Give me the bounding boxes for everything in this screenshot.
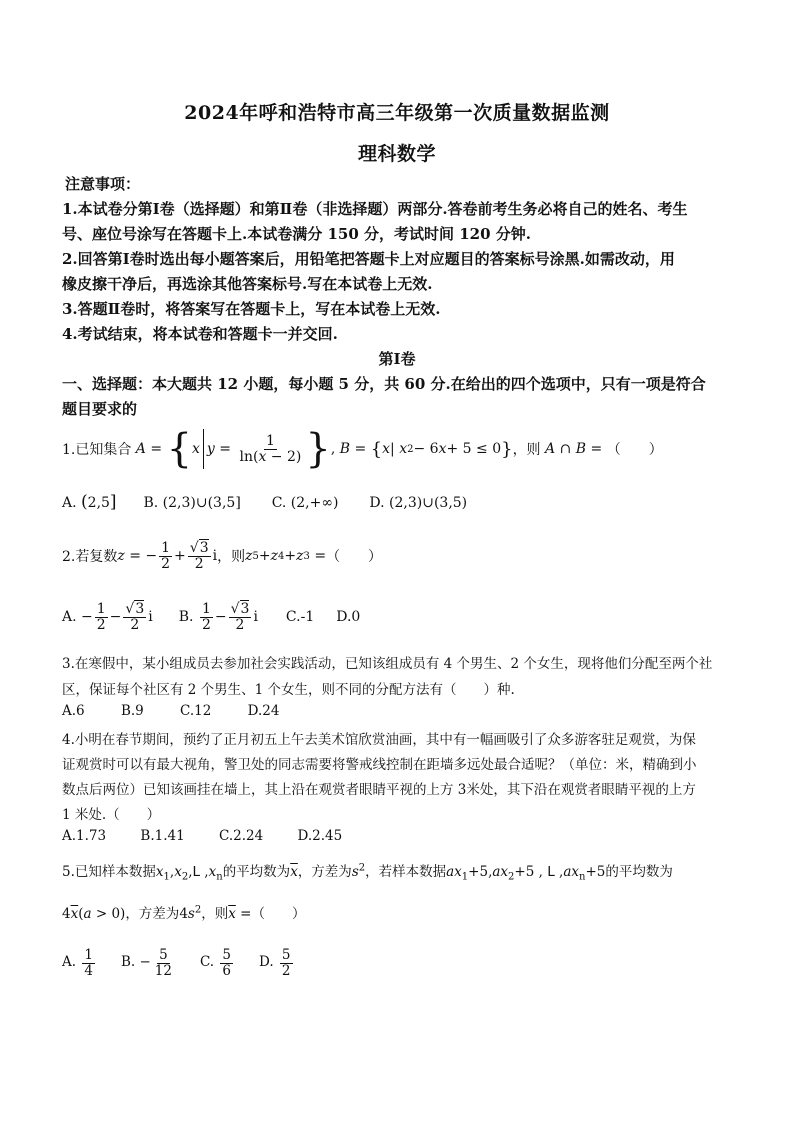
option-a: A.1.73 [62,828,107,844]
q2-end: （ ） [326,549,383,565]
q2-prefix: 2.若复数 [62,549,118,565]
q4-options [62,828,342,844]
q4-line: 1 米处.（ ） [62,807,161,823]
option-d: D.0 [336,609,361,625]
notice-heading: 注意事项： [65,175,141,193]
q4-line: 4.小明在春节期间，预约了正月初五上午去美术馆欣赏油画，其中有一幅画吸引了众多游客驻足观赏，为保 [62,732,696,748]
q2-suffix: ，则 [217,549,246,565]
option-c: C.2.24 [218,828,264,844]
option-b: B. $\frac{1}{2}$ − $\frac{√3}{2}$ i [178,600,258,633]
option-c: C. $\frac{5}{6}$ [199,947,231,979]
q3-line: 区，保证每个社区有 2 个男生、1 个女生，则不同的分配方法有（ ）种. [62,682,515,698]
notice-line: 3.答题Ⅱ卷时，将答案写在答题卡上，写在本试卷上无效. [62,300,441,318]
option-c: C.12 [180,703,212,719]
q1-options [62,492,467,512]
section-intro: 一、选择题：本大题共 12 小题，每小题 5 分，共 60 分.在给出的四个选项中，只有一项是符合 [62,375,706,393]
option-a: A.6 [62,703,85,719]
notice-line: 1.本试卷分第Ⅰ卷（选择题）和第Ⅱ卷（非选择题）两部分.答卷前考生务必将自己的姓名、考生 [62,200,688,218]
q4-line: 数点后两位）已知该画挂在墙上，其上沿在观赏者眼睛平视的上方 3米处，其下沿在观赏者眼睛平视的上方 [62,782,696,798]
q1-suffix: ，则 [512,442,541,458]
option-b: B.9 [120,703,144,719]
notice-line: 4.考试结束，将本试卷和答题卡一并交回. [62,325,338,343]
option-a: A. − $\frac{1}{2}$ − $\frac{√3}{2}$ i [62,600,153,633]
option-b: B. (2,3)∪(3,5] [143,495,241,511]
q1-prefix: 1.已知集合 [62,442,132,458]
question-5: 5.已知样本数据$x_1,x_2,L$ $,x_n$的平均数为$\overline{x}$，方差为$s^2$，若样本数据$ax_1+5,ax_2+5$ , L $,ax_n+5$的平均数为 [62,862,673,883]
q3-line: 3.在寒假中，某小组成员去参加社会实践活动，已知该组成员有 4 个男生、2 个女生，现将他们分配至两个社 [62,656,713,672]
option-d: D.24 [247,703,280,719]
question-2: 2.若复数 z = − $\frac{1}{2}$ + $\frac{√3}{2}$ i ，则 z 5 + z 4 + z 3 = （ ） [62,539,383,572]
question-1: 1.已知集合 A = { x y = $\frac{1}{\ln(x - 2)}$ } , B = { x | x 2 − 6 x + 5 ≤ 0 } ，则 A ∩ B = （ ） [62,426,663,472]
notice-line: 2.回答第Ⅰ卷时选出每小题答案后，用铅笔把答题卡上对应题目的答案标号涂黑.如需改动，用 [62,250,675,268]
notice-line: 号、座位号涂写在答题卡上.本试卷满分 150 分，考试时间 120 分钟. [62,225,531,243]
option-a: A. (2,5] [62,492,117,512]
q4-line: 证观赏时可以有最大视角，警卫处的同志需要将警戒线控制在距墙多远处最合适呢？（单位：米，精确到小 [62,757,697,773]
option-b: B. − $\frac{5}{12}$ [120,947,172,979]
section-intro: 题目要求的 [62,400,138,418]
q2-options [62,596,360,638]
option-c: C. (2,+∞) [271,495,339,511]
q1-end: （ ） [606,442,663,458]
q5-options [62,942,295,984]
option-d: D. (2,3)∪(3,5) [369,495,468,511]
option-d: D.2.45 [297,828,343,844]
question-5-line2: $4\overline{x}(a > 0)$，方差为$4s^2$，则$\overline{x}$ =（ ） [62,904,306,922]
section-title: 第Ⅰ卷 [378,350,416,368]
option-b: B.1.41 [140,828,185,844]
notice-line: 橡皮擦干净后，再选涂其他答案标号.写在本试卷上无效. [62,275,433,293]
option-c: C.-1 [285,609,315,625]
q3-options [62,703,279,719]
q1-formula-a: A [131,441,146,457]
option-a: A. $\frac{1}{4}$ [62,947,93,979]
option-d: D. $\frac{5}{2}$ [258,947,291,979]
page-title: 2024年呼和浩特市高三年级第一次质量数据监测 [184,102,610,124]
page-subtitle: 理科数学 [357,143,436,165]
